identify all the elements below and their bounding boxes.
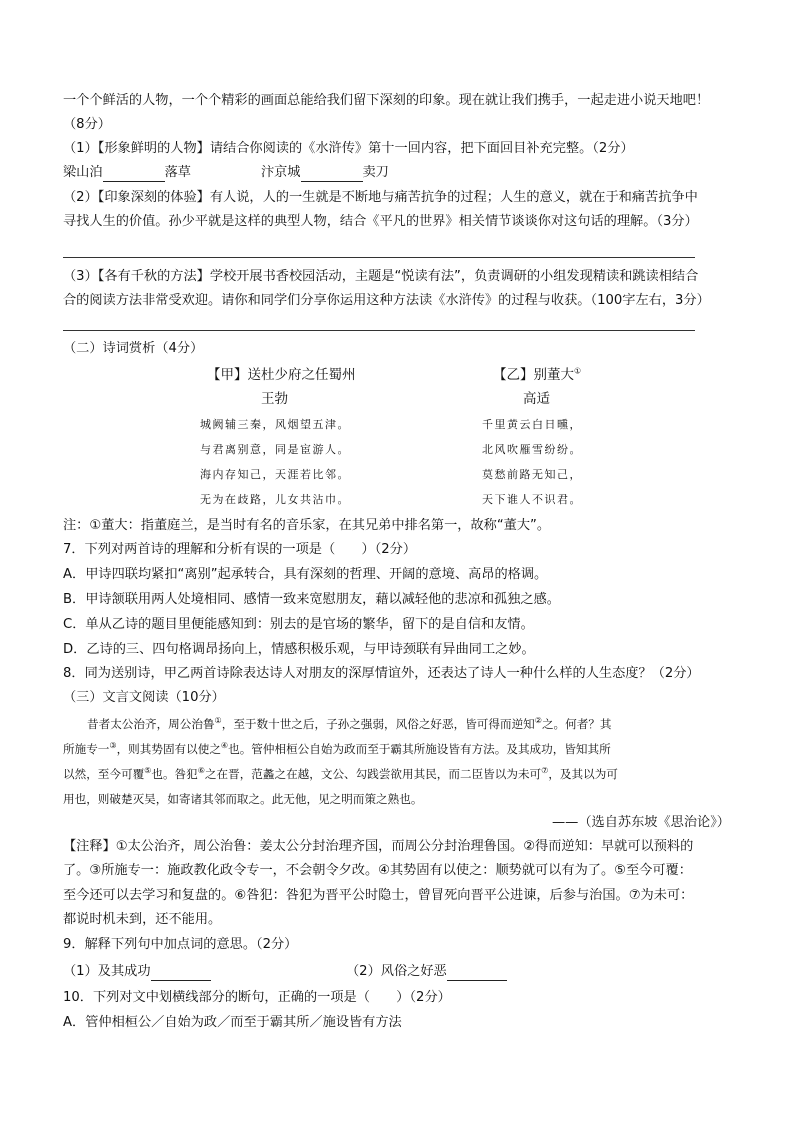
classical-text: 昔者太公治齐，周公治鲁 [87,717,215,731]
classical-text-line-4: 用也，则破楚灭吴，如寄诸其邻而取之。此无他，见之明而策之熟也。 [63,792,423,806]
annotation-line: 【注释】①太公治齐，周公治鲁：姜太公分封治理齐国，而周公分封治理鲁国。②得而逆知：早就可以预料的 [63,839,694,854]
question-1-blanks [63,164,389,182]
q1-blank-2[interactable] [301,167,363,182]
classical-text: 所施专一 [63,742,110,756]
footnote-marker: ① [214,716,222,726]
intro-points: （8分） [63,117,111,132]
poem-a-line: 与君离别意，同是宦游人。 [200,443,350,456]
question-9-item-1 [63,963,211,981]
footnote-marker: ② [534,716,542,726]
question-10-stem: 10．下列对文中划横线部分的断句，正确的一项是（ ）（2分） [63,990,451,1005]
classical-source: ——（选自苏东坡《思治论》） [551,815,730,830]
answer-line-q3[interactable] [63,330,695,331]
question-7-stem: 7．下列对两首诗的理解和分析有误的一项是（ ）（2分） [63,542,417,557]
poem-b-author: 高适 [523,391,550,407]
footnote-marker: ⑤ [144,766,152,776]
footnote-marker: ① [574,366,582,376]
q9-blank-2[interactable] [447,966,507,981]
classical-text: ，至于数十世之后，子孙之强弱，风俗之好恶，皆可得而逆知 [221,717,535,731]
annotation-line: 都说时机未到，还不能用。 [63,912,222,927]
question-10-option-a[interactable]: A．管仲相桓公／自始为政／而至于霸其所／施设皆有方法 [63,1015,402,1030]
poem-a-line: 海内存知己，天涯若比邻。 [200,468,350,481]
poem-a-line: 城阙辅三秦，风烟望五津。 [200,418,350,431]
q1-part-d: 卖刀 [362,165,389,180]
poem-b-line: 莫愁前路无知己， [482,468,582,481]
question-9-stem: 9．解释下列句中加点词的意思。（2分） [63,937,298,952]
question-2-line-1: （2）【印象深刻的体验】有人说，人的一生就是不断地与痛苦抗争的过程；人生的意义，就在于和痛苦抗争中 [63,190,698,205]
question-7-option[interactable]: D．乙诗的三、四句格调昂扬向上，情感积极乐观，与甲诗颈联有异曲同工之妙。 [63,642,535,657]
q9-blank-1[interactable] [151,966,211,981]
classical-text: 之在晋，范蠡之在越，文公、勾践尝欲用其民，而二臣皆以为未可 [204,767,542,781]
poem-a-title: 【甲】送杜少府之任蜀州 [207,367,356,383]
poem-b-title [493,366,581,384]
q1-blank-1[interactable] [103,167,165,182]
classical-text: 以然，至今可覆 [63,767,145,781]
poem-a-author: 王勃 [261,391,288,407]
poetry-section-title: （二）诗词赏析（4分） [63,341,204,356]
footnote-marker: ③ [109,741,117,751]
classical-text-line-1 [63,713,735,735]
q9-item-text: （1）及其成功 [63,964,151,979]
poem-b-title-text: 【乙】别董大 [493,367,574,383]
poem-a-line: 无为在歧路，儿女共沾巾。 [200,493,350,506]
annotation-line: 至今还可以去学习和复盘的。⑥咎犯：咎犯为晋平公时隐士，曾冒死向晋平公进谏，后参与治国。⑦为未可： [63,888,694,903]
q1-part-a: 梁山泊 [63,165,103,180]
intro-line: 一个个鲜活的人物，一个个精彩的画面总能给我们留下深刻的印象。现在就让我们携手，一起走进小说天地吧！ [63,93,710,108]
classical-text: ，及其以为可 [548,767,618,781]
annotation-line: 了。③所施专一：施政教化政令专一，不会朝令夕改。④其势固有以使之：顺势就可以有为了。⑤至今可覆： [63,863,692,878]
classical-text: 之。何者？其 [541,717,612,731]
poem-b-line: 天下谁人不识君。 [482,493,582,506]
poem-b-line: 千里黄云白日曛， [482,418,582,431]
poem-note: 注：①董大：指董庭兰，是当时有名的音乐家，在其兄弟中排名第一，故称“董大”。 [63,518,551,533]
question-7-option[interactable]: A．甲诗四联均紧扣“离别”起承转合，具有深刻的哲理、开阔的意境、高昂的格调。 [63,567,548,582]
q1-part-b: 落草 [164,165,191,180]
question-3-line-2: 合的阅读方法非常受欢迎。请你和同学们分享你运用这种方法读《水浒传》的过程与收获。（100字左右，3分） [63,293,710,308]
question-3-line-1: （3）【各有千秋的方法】学校开展书香校园活动，主题是“悦读有法”，负责调研的小组发现精读和跳读相结合 [63,269,699,284]
question-1-stem: （1）【形象鲜明的人物】请结合你阅读的《水浒传》第十一回内容，把下面回目补充完整。（2分） [63,141,634,156]
q1-part-c: 汴京城 [260,165,301,180]
q9-item-text: （2）风俗之好恶 [346,964,447,979]
classical-section-title: （三）文言文阅读（10分） [63,690,225,705]
classical-text-line-3 [63,763,735,785]
classical-text-underlined: 也。管仲相桓公自始为政而至于霸其所施设皆有方法。及其成功，皆知其所 [228,742,611,756]
question-8-stem: 8．同为送别诗，甲乙两首诗除表达诗人对朋友的深厚情谊外，还表达了诗人一种什么样的人生态度？（2分） [63,666,700,681]
footnote-marker: ④ [220,741,229,751]
classical-text-line-2 [63,738,735,760]
footnote-marker: ⑥ [197,766,205,776]
answer-line-q2[interactable] [63,257,695,258]
classical-text: 也。咎犯 [151,767,198,781]
question-9-item-2 [346,963,507,981]
poem-b-line: 北风吹雁雪纷纷。 [482,443,582,456]
classical-text: ，则其势固有以使之 [116,742,221,756]
question-2-line-2: 寻找人生的价值。孙少平就是这样的典型人物，结合《平凡的世界》相关情节谈谈你对这句话的理解。（3分） [63,214,698,229]
footnote-marker: ⑦ [541,766,549,776]
question-7-option[interactable]: C．单从乙诗的题目里便能感知到：别去的是官场的繁华，留下的是自信和友情。 [63,617,534,632]
question-7-option[interactable]: B．甲诗颔联用两人处境相同、感情一致来宽慰朋友，藉以减轻他的悲凉和孤独之感。 [63,592,560,607]
